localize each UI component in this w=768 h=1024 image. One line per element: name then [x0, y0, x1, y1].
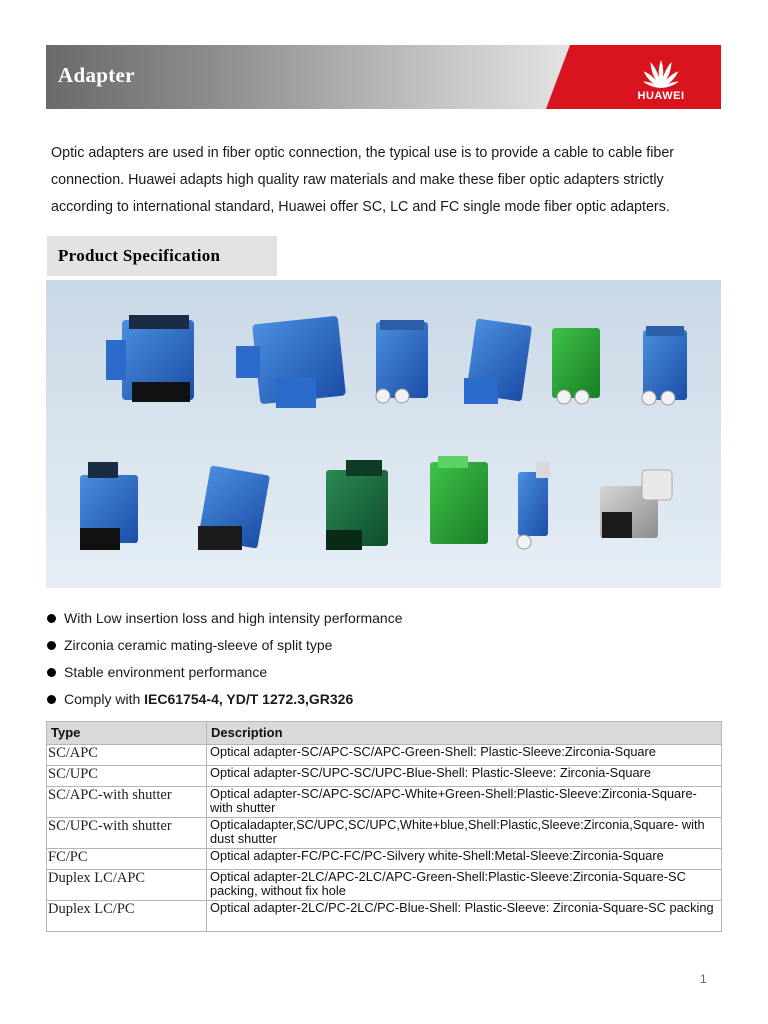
type-cell: SC/UPC	[47, 766, 207, 787]
description-cell: Optical adapter-2LC/PC-2LC/PC-Blue-Shell: Plastic-Sleeve: Zirconia-Square-SC packing	[207, 901, 722, 932]
type-cell: FC/PC	[47, 849, 207, 870]
description-cell: Optical adapter-SC/APC-SC/APC-Green-Shell: Plastic-Sleeve:Zirconia-Square	[207, 745, 722, 766]
product-photo	[46, 280, 721, 588]
column-header-description: Description	[207, 722, 722, 745]
type-cell: SC/APC-with shutter	[47, 787, 207, 818]
table-row	[47, 745, 722, 766]
feature-prefix: Comply with	[64, 691, 145, 707]
adapter-lc-duplex-green	[552, 328, 600, 404]
header-banner	[46, 45, 721, 109]
huawei-logo	[621, 50, 701, 106]
table-row	[47, 787, 722, 818]
table-row	[47, 849, 722, 870]
feature-item	[46, 632, 721, 659]
feature-item	[46, 605, 721, 632]
huawei-flower-icon	[621, 50, 701, 90]
adapters-illustration	[46, 280, 721, 588]
adapter-sc-green-shutter	[430, 456, 488, 544]
bullet-icon	[47, 668, 56, 677]
type-cell: Duplex LC/PC	[47, 901, 207, 932]
table-row	[47, 870, 722, 901]
brand-name: HUAWEI	[637, 90, 685, 102]
table-header-row	[47, 722, 722, 745]
column-header-type: Type	[47, 722, 207, 745]
section-header	[47, 236, 277, 276]
description-cell: Optical adapter-SC/UPC-SC/UPC-Blue-Shell: Plastic-Sleeve: Zirconia-Square	[207, 766, 722, 787]
bullet-icon	[47, 614, 56, 623]
type-cell: SC/APC	[47, 745, 207, 766]
adapter-lc-duplex-blue	[376, 320, 428, 403]
feature-text: Zirconia ceramic mating-sleeve of split type	[64, 637, 333, 653]
section-title: Product Specification	[58, 246, 221, 265]
adapter-lc-duplex-blue-2	[642, 326, 687, 405]
description-cell: Optical adapter-SC/APC-SC/APC-White+Green-Shell:Plastic-Sleeve:Zirconia-Square-with shutter	[207, 787, 722, 818]
feature-text: Stable environment performance	[64, 664, 268, 680]
feature-item	[46, 659, 721, 686]
description-cell: Optical adapter-FC/PC-FC/PC-Silvery white-Shell:Metal-Sleeve:Zirconia-Square	[207, 849, 722, 870]
table-row	[47, 901, 722, 932]
table-row	[47, 766, 722, 787]
standards-list: IEC61754-4, YD/T 1272.3,GR326	[144, 691, 354, 707]
type-cell: SC/UPC-with shutter	[47, 818, 207, 849]
table-row	[47, 818, 722, 849]
feature-list	[46, 605, 721, 713]
page-title: Adapter	[58, 63, 135, 87]
adapter-sc-blue-4	[80, 462, 138, 550]
type-cell: Duplex LC/APC	[47, 870, 207, 901]
adapter-lc-simplex-blue	[517, 462, 550, 549]
description-cell: Opticaladapter,SC/UPC,SC/UPC,White+blue,Shell:Plastic,Sleeve:Zirconia,Square- with dust shutter	[207, 818, 722, 849]
intro-paragraph: Optic adapters are used in fiber optic connection, the typical use is to provide a cable to cable fiber connection. Huawei adapts high quality raw materials and make these fiber optic adapters strictly according to international standard, Huawei offer SC, LC and FC single mode fiber optic adapters.	[51, 145, 675, 215]
adapter-sc-darkgreen	[326, 460, 388, 550]
feature-text	[64, 686, 353, 713]
feature-text: With Low insertion loss and high intensity performance	[64, 610, 403, 626]
bullet-icon	[47, 641, 56, 650]
bullet-icon	[47, 695, 56, 704]
spec-table	[46, 721, 722, 932]
description-cell: Optical adapter-2LC/APC-2LC/APC-Green-Shell:Plastic-Sleeve:Zirconia-Square-SC packing, without fix hole	[207, 870, 722, 901]
feature-item	[46, 686, 721, 713]
page-number: 1	[700, 972, 707, 986]
